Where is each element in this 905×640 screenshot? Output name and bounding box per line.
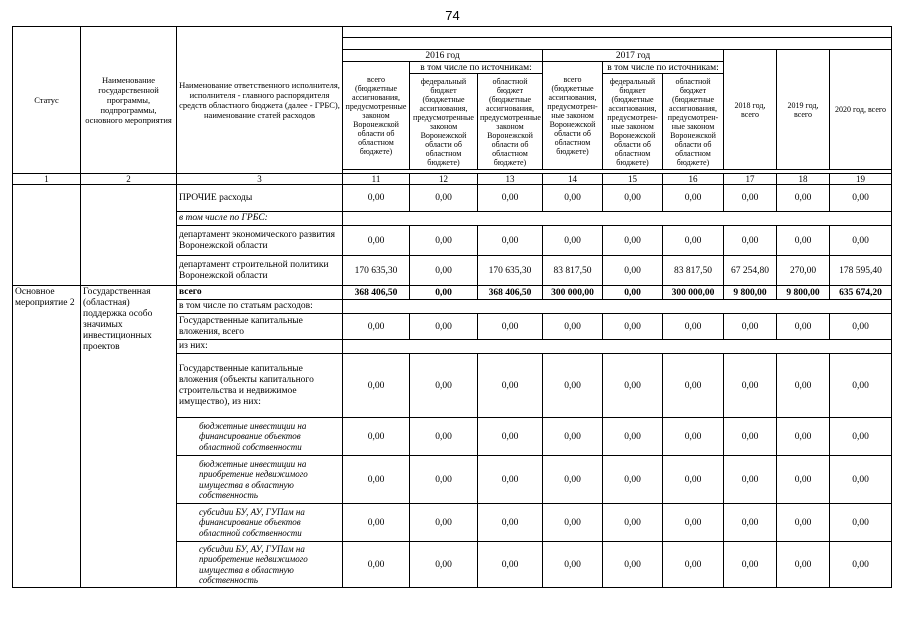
value-cell: 0,00 [830,542,892,588]
header-col-13: областной бюджет (бюджетные ассигнования, предусмотренные законом Воронежской области об областном бюджете) [478,74,543,170]
value-cell: 0,00 [603,256,663,286]
row-label: бюджетные инвестиции на приобретение недвижимого имущества в областную собственность [177,456,343,504]
value-cell: 0,00 [830,504,892,542]
value-cell: 0,00 [603,504,663,542]
col-number: 11 [343,174,410,185]
value-cell: 67 254,80 [724,256,777,286]
value-cell: 0,00 [663,542,724,588]
value-cell: 0,00 [603,542,663,588]
value-cell: 0,00 [603,286,663,300]
value-cell: 0,00 [663,456,724,504]
value-cell: 0,00 [410,314,478,340]
value-cell: 0,00 [603,185,663,212]
header-year-2017: 2017 год [543,50,724,62]
status-cell: Основное мероприятие 2 [13,286,81,588]
value-cell: 0,00 [724,456,777,504]
value-cell: 0,00 [478,354,543,418]
row-label: Государственные капитальные вложения (объекты капитального строительства и недвижимое имущество), из них: [177,354,343,418]
empty-values [343,212,892,226]
value-cell: 0,00 [343,314,410,340]
col-number: 2 [81,174,177,185]
value-cell: 0,00 [603,456,663,504]
col-number: 1 [13,174,81,185]
row-label: Государственные капитальные вложения, всего [177,314,343,340]
value-cell: 0,00 [478,418,543,456]
row-label: бюджетные инвестиции на финансирование объектов областной собственности [177,418,343,456]
value-cell: 178 595,40 [830,256,892,286]
value-cell: 0,00 [343,226,410,256]
header-col-12: федеральный бюджет (бюджетные ассигнования, предусмотренные законом Воронежской области об областном бюджете) [410,74,478,170]
header-program: Наименование государственной программы, подпрограммы, основного мероприятия [81,27,177,174]
value-cell: 0,00 [830,456,892,504]
col-number: 15 [603,174,663,185]
value-cell: 0,00 [478,185,543,212]
value-cell: 0,00 [603,314,663,340]
header-responsible: Наименование ответственного исполнителя, исполнителя - главного распорядителя средств областного бюджета (далее - ГРБС), наименование статей расходов [177,27,343,174]
row-label: субсидии БУ, АУ, ГУПам на финансирование объектов областной собственности [177,504,343,542]
value-cell: 0,00 [777,226,830,256]
value-cell: 0,00 [663,418,724,456]
value-cell: 0,00 [830,314,892,340]
value-cell: 0,00 [777,418,830,456]
program-cell-empty [81,185,177,286]
value-cell: 0,00 [777,542,830,588]
value-cell: 0,00 [478,542,543,588]
value-cell: 0,00 [830,354,892,418]
value-cell: 9 800,00 [724,286,777,300]
row-label: ПРОЧИЕ расходы [177,185,343,212]
value-cell: 0,00 [777,504,830,542]
value-cell: 0,00 [543,185,603,212]
value-cell: 0,00 [603,226,663,256]
page-number: 74 [445,8,460,23]
value-cell: 0,00 [410,226,478,256]
value-cell: 0,00 [478,504,543,542]
empty-values [343,340,892,354]
value-cell: 0,00 [663,226,724,256]
col-number: 17 [724,174,777,185]
value-cell: 170 635,30 [478,256,543,286]
value-cell: 170 635,30 [343,256,410,286]
row-label: департамент строительной политики Воронежской области [177,256,343,286]
value-cell: 0,00 [603,354,663,418]
value-cell: 0,00 [777,314,830,340]
value-cell: 0,00 [343,354,410,418]
value-cell: 270,00 [777,256,830,286]
header-col-18: 2019 год, всего [777,50,830,170]
value-cell: 0,00 [343,542,410,588]
value-cell: 0,00 [724,185,777,212]
value-cell: 0,00 [343,456,410,504]
col-number: 12 [410,174,478,185]
program-name-cell: Государственная (областная) поддержка особо значимых инвестиционных проектов [81,286,177,588]
value-cell: 0,00 [724,418,777,456]
value-cell: 0,00 [724,504,777,542]
header-col-14: всего (бюджетные ассигнования, предусмотрен-ные законом Воронежской области об областном бюджете) [543,62,603,170]
value-cell: 0,00 [663,354,724,418]
header-spacer-row [343,27,892,38]
value-cell: 0,00 [663,185,724,212]
header-sources-2017: в том числе по источникам: [603,62,724,74]
value-cell: 0,00 [478,456,543,504]
value-cell: 0,00 [663,314,724,340]
header-col-19: 2020 год, всего [830,50,892,170]
value-cell: 0,00 [724,314,777,340]
value-cell: 0,00 [543,354,603,418]
value-cell: 0,00 [830,185,892,212]
value-cell: 0,00 [410,504,478,542]
row-label: департамент экономического развития Воронежской области [177,226,343,256]
value-cell: 0,00 [543,456,603,504]
value-cell: 9 800,00 [777,286,830,300]
row-label: в том числе по статьям расходов: [177,300,343,314]
header-col-15: федеральный бюджет (бюджетные ассигнования, предусмотрен-ные законом Воронежской области об областном бюджете) [603,74,663,170]
value-cell: 0,00 [543,504,603,542]
header-spacer-row [343,38,892,50]
value-cell: 0,00 [777,185,830,212]
value-cell: 0,00 [343,504,410,542]
value-cell: 0,00 [410,456,478,504]
value-cell: 0,00 [343,418,410,456]
header-col-17: 2018 год, всего [724,50,777,170]
header-sources-2016: в том числе по источникам: [410,62,543,74]
value-cell: 368 406,50 [478,286,543,300]
value-cell: 0,00 [724,354,777,418]
value-cell: 0,00 [343,185,410,212]
value-cell: 0,00 [724,542,777,588]
status-cell-empty [13,185,81,286]
value-cell: 0,00 [410,542,478,588]
value-cell: 300 000,00 [543,286,603,300]
col-number: 16 [663,174,724,185]
value-cell: 83 817,50 [543,256,603,286]
value-cell: 0,00 [543,226,603,256]
value-cell: 0,00 [410,286,478,300]
value-cell: 0,00 [724,226,777,256]
col-number: 19 [830,174,892,185]
col-number: 18 [777,174,830,185]
value-cell: 0,00 [543,542,603,588]
row-label: субсидии БУ, АУ, ГУПам на приобретение недвижимого имущества в областную собственность [177,542,343,588]
value-cell: 0,00 [543,314,603,340]
empty-values [343,300,892,314]
value-cell: 0,00 [543,418,603,456]
value-cell: 0,00 [777,354,830,418]
value-cell: 0,00 [478,314,543,340]
value-cell: 0,00 [410,185,478,212]
value-cell: 0,00 [603,418,663,456]
value-cell: 635 674,20 [830,286,892,300]
value-cell: 0,00 [410,256,478,286]
value-cell: 0,00 [830,418,892,456]
col-number: 13 [478,174,543,185]
value-cell: 0,00 [830,226,892,256]
col-number: 14 [543,174,603,185]
row-label: из них: [177,340,343,354]
value-cell: 0,00 [777,456,830,504]
header-status: Статус [13,27,81,174]
value-cell: 83 817,50 [663,256,724,286]
header-col-11: всего (бюджетные ассигнования, предусмотренные законом Воронежской области об областном бюджете) [343,62,410,170]
value-cell: 0,00 [410,418,478,456]
value-cell: 0,00 [410,354,478,418]
value-cell: 0,00 [663,504,724,542]
row-label: всего [177,286,343,300]
value-cell: 368 406,50 [343,286,410,300]
header-col-16: областной бюджет (бюджетные ассигнования, предусмотрен-ные законом Воронежской области об областном бюджете) [663,74,724,170]
budget-table [12,26,892,588]
col-number: 3 [177,174,343,185]
value-cell: 300 000,00 [663,286,724,300]
header-year-2016: 2016 год [343,50,543,62]
row-label: в том числе по ГРБС: [177,212,343,226]
value-cell: 0,00 [478,226,543,256]
